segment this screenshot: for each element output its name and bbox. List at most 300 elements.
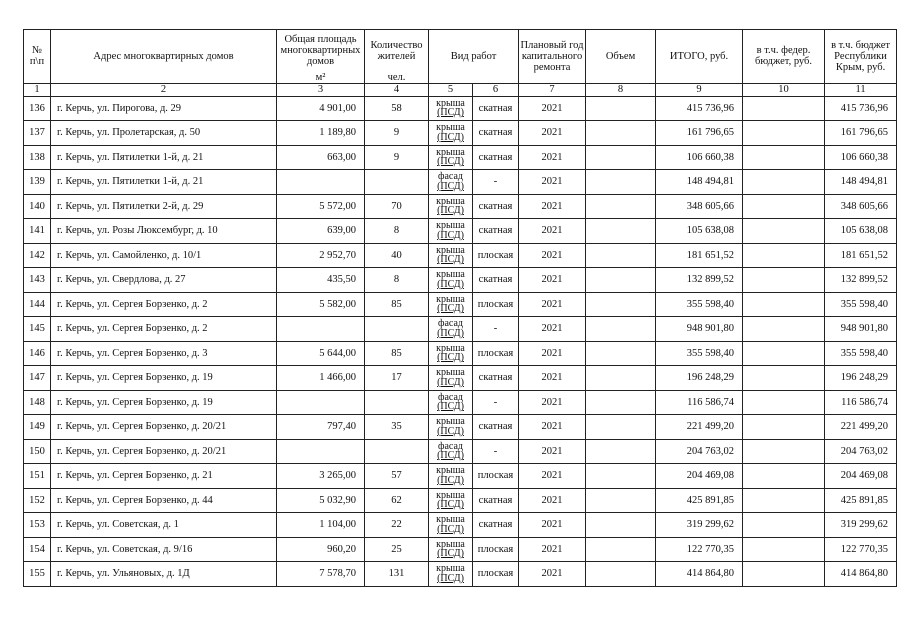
row-address: г. Керчь, ул. Сергея Борзенко, д. 2 bbox=[51, 317, 277, 342]
row-total: 319 299,62 bbox=[656, 513, 743, 538]
header-plan-year: Плановый год капитального ремонта bbox=[519, 30, 586, 84]
row-roof-type: скатная bbox=[473, 488, 519, 513]
row-volume bbox=[586, 219, 656, 244]
row-roof-type: скатная bbox=[473, 513, 519, 538]
row-number: 141 bbox=[24, 219, 51, 244]
row-volume bbox=[586, 562, 656, 587]
row-residents: 70 bbox=[365, 194, 429, 219]
row-regional: 122 770,35 bbox=[825, 537, 897, 562]
row-federal bbox=[743, 194, 825, 219]
row-work-psd: (ПСД) bbox=[437, 180, 464, 192]
row-area: 3 265,00 bbox=[277, 464, 365, 489]
row-number: 153 bbox=[24, 513, 51, 538]
column-number: 3 bbox=[277, 83, 365, 96]
row-work-psd: (ПСД) bbox=[437, 450, 464, 462]
header-regional: в т.ч. бюджет Республики Крым, руб. bbox=[825, 30, 897, 84]
row-federal bbox=[743, 439, 825, 464]
row-total: 161 796,65 bbox=[656, 121, 743, 146]
row-volume bbox=[586, 145, 656, 170]
table-row bbox=[24, 194, 897, 219]
row-roof-type: скатная bbox=[473, 268, 519, 293]
row-total: 122 770,35 bbox=[656, 537, 743, 562]
row-residents: 9 bbox=[365, 145, 429, 170]
row-volume bbox=[586, 341, 656, 366]
row-regional: 204 763,02 bbox=[825, 439, 897, 464]
row-area bbox=[277, 170, 365, 195]
row-work-name: крыша bbox=[436, 122, 465, 134]
row-federal bbox=[743, 415, 825, 440]
row-work-type bbox=[429, 439, 473, 464]
row-plan-year: 2021 bbox=[519, 243, 586, 268]
row-regional: 106 660,38 bbox=[825, 145, 897, 170]
row-total: 414 864,80 bbox=[656, 562, 743, 587]
table-row bbox=[24, 513, 897, 538]
row-plan-year: 2021 bbox=[519, 96, 586, 121]
row-number: 150 bbox=[24, 439, 51, 464]
row-work-type bbox=[429, 219, 473, 244]
row-residents: 85 bbox=[365, 292, 429, 317]
row-roof-type: плоская bbox=[473, 243, 519, 268]
row-number: 138 bbox=[24, 145, 51, 170]
row-plan-year: 2021 bbox=[519, 537, 586, 562]
row-plan-year: 2021 bbox=[519, 292, 586, 317]
table-body bbox=[24, 96, 897, 586]
row-number: 139 bbox=[24, 170, 51, 195]
row-volume bbox=[586, 366, 656, 391]
row-roof-type: скатная bbox=[473, 219, 519, 244]
row-area: 797,40 bbox=[277, 415, 365, 440]
row-work-name: крыша bbox=[436, 342, 465, 354]
row-area: 663,00 bbox=[277, 145, 365, 170]
row-work-name: крыша bbox=[436, 367, 465, 379]
row-address: г. Керчь, ул. Пролетарская, д. 50 bbox=[51, 121, 277, 146]
row-plan-year: 2021 bbox=[519, 439, 586, 464]
row-work-psd: (ПСД) bbox=[437, 229, 464, 241]
row-work-name: фасад bbox=[437, 391, 463, 403]
row-work-psd: (ПСД) bbox=[437, 401, 464, 413]
row-plan-year: 2021 bbox=[519, 390, 586, 415]
row-work-name: крыша bbox=[436, 269, 465, 281]
row-work-name: крыша bbox=[436, 514, 465, 526]
row-work-type bbox=[429, 562, 473, 587]
row-roof-type: - bbox=[473, 170, 519, 195]
row-address: г. Керчь, ул. Сергея Борзенко, д. 44 bbox=[51, 488, 277, 513]
row-residents: 8 bbox=[365, 268, 429, 293]
row-volume bbox=[586, 439, 656, 464]
row-work-psd: (ПСД) bbox=[437, 474, 464, 486]
row-regional: 148 494,81 bbox=[825, 170, 897, 195]
row-number: 142 bbox=[24, 243, 51, 268]
column-number: 7 bbox=[519, 83, 586, 96]
row-address: г. Керчь, ул. Пятилетки 1-й, д. 21 bbox=[51, 145, 277, 170]
table-row bbox=[24, 415, 897, 440]
table-row bbox=[24, 464, 897, 489]
row-total: 348 605,66 bbox=[656, 194, 743, 219]
row-work-name: фасад bbox=[437, 171, 463, 183]
row-work-name: крыша bbox=[436, 538, 465, 550]
row-work-psd: (ПСД) bbox=[437, 425, 464, 437]
table-row bbox=[24, 341, 897, 366]
row-federal bbox=[743, 317, 825, 342]
row-federal bbox=[743, 121, 825, 146]
row-regional: 414 864,80 bbox=[825, 562, 897, 587]
row-volume bbox=[586, 292, 656, 317]
row-number: 144 bbox=[24, 292, 51, 317]
row-residents: 40 bbox=[365, 243, 429, 268]
row-plan-year: 2021 bbox=[519, 366, 586, 391]
row-volume bbox=[586, 537, 656, 562]
row-volume bbox=[586, 390, 656, 415]
row-area: 7 578,70 bbox=[277, 562, 365, 587]
header-area-unit: м² bbox=[277, 72, 365, 84]
row-work-name: крыша bbox=[436, 293, 465, 305]
row-total: 196 248,29 bbox=[656, 366, 743, 391]
row-area: 639,00 bbox=[277, 219, 365, 244]
row-work-psd: (ПСД) bbox=[437, 352, 464, 364]
row-address: г. Керчь, ул. Свердлова, д. 27 bbox=[51, 268, 277, 293]
column-number: 9 bbox=[656, 83, 743, 96]
row-address: г. Керчь, ул. Советская, д. 9/16 bbox=[51, 537, 277, 562]
row-residents: 131 bbox=[365, 562, 429, 587]
row-plan-year: 2021 bbox=[519, 415, 586, 440]
row-plan-year: 2021 bbox=[519, 464, 586, 489]
row-number: 137 bbox=[24, 121, 51, 146]
row-work-name: крыша bbox=[436, 563, 465, 575]
row-roof-type: - bbox=[473, 390, 519, 415]
row-plan-year: 2021 bbox=[519, 121, 586, 146]
row-total: 221 499,20 bbox=[656, 415, 743, 440]
row-regional: 204 469,08 bbox=[825, 464, 897, 489]
row-area: 1 104,00 bbox=[277, 513, 365, 538]
row-work-type bbox=[429, 464, 473, 489]
header-work-type: Вид работ bbox=[429, 30, 519, 84]
row-address: г. Керчь, ул. Самойленко, д. 10/1 bbox=[51, 243, 277, 268]
row-address: г. Керчь, ул. Сергея Борзенко, д. 20/21 bbox=[51, 439, 277, 464]
table-row bbox=[24, 145, 897, 170]
table-row bbox=[24, 243, 897, 268]
row-work-name: крыша bbox=[436, 146, 465, 158]
row-total: 106 660,38 bbox=[656, 145, 743, 170]
row-federal bbox=[743, 464, 825, 489]
row-address: г. Керчь, ул. Пятилетки 2-й, д. 29 bbox=[51, 194, 277, 219]
row-roof-type: скатная bbox=[473, 194, 519, 219]
row-residents bbox=[365, 439, 429, 464]
row-regional: 116 586,74 bbox=[825, 390, 897, 415]
row-volume bbox=[586, 96, 656, 121]
row-residents bbox=[365, 390, 429, 415]
row-address: г. Керчь, ул. Сергея Борзенко, д. 20/21 bbox=[51, 415, 277, 440]
header-residents-unit: чел. bbox=[365, 72, 429, 84]
row-address: г. Керчь, ул. Сергея Борзенко, д. 2 bbox=[51, 292, 277, 317]
table-row bbox=[24, 96, 897, 121]
row-federal bbox=[743, 562, 825, 587]
row-federal bbox=[743, 96, 825, 121]
header-address: Адрес многоквартирных домов bbox=[51, 30, 277, 84]
row-roof-type: плоская bbox=[473, 537, 519, 562]
row-area: 435,50 bbox=[277, 268, 365, 293]
row-federal bbox=[743, 292, 825, 317]
row-work-name: крыша bbox=[436, 416, 465, 428]
table-row bbox=[24, 562, 897, 587]
row-work-type bbox=[429, 366, 473, 391]
column-number: 2 bbox=[51, 83, 277, 96]
row-number: 154 bbox=[24, 537, 51, 562]
row-roof-type: плоская bbox=[473, 341, 519, 366]
table-row bbox=[24, 366, 897, 391]
row-roof-type: плоская bbox=[473, 464, 519, 489]
column-number: 1 bbox=[24, 83, 51, 96]
row-number: 152 bbox=[24, 488, 51, 513]
row-volume bbox=[586, 121, 656, 146]
row-volume bbox=[586, 317, 656, 342]
row-volume bbox=[586, 243, 656, 268]
row-plan-year: 2021 bbox=[519, 488, 586, 513]
table-row bbox=[24, 121, 897, 146]
row-federal bbox=[743, 145, 825, 170]
row-regional: 355 598,40 bbox=[825, 292, 897, 317]
table-row bbox=[24, 390, 897, 415]
column-number-row bbox=[24, 83, 897, 96]
row-residents: 35 bbox=[365, 415, 429, 440]
row-federal bbox=[743, 488, 825, 513]
row-regional: 348 605,66 bbox=[825, 194, 897, 219]
row-regional: 132 899,52 bbox=[825, 268, 897, 293]
row-regional: 181 651,52 bbox=[825, 243, 897, 268]
row-roof-type: скатная bbox=[473, 96, 519, 121]
row-volume bbox=[586, 170, 656, 195]
row-volume bbox=[586, 268, 656, 293]
row-regional: 221 499,20 bbox=[825, 415, 897, 440]
row-federal bbox=[743, 341, 825, 366]
row-federal bbox=[743, 268, 825, 293]
repair-plan-table bbox=[23, 29, 897, 587]
row-area: 2 952,70 bbox=[277, 243, 365, 268]
row-plan-year: 2021 bbox=[519, 268, 586, 293]
row-area: 5 032,90 bbox=[277, 488, 365, 513]
row-total: 204 469,08 bbox=[656, 464, 743, 489]
row-work-name: крыша bbox=[436, 220, 465, 232]
row-area: 1 189,80 bbox=[277, 121, 365, 146]
row-roof-type: скатная bbox=[473, 415, 519, 440]
row-number: 149 bbox=[24, 415, 51, 440]
row-plan-year: 2021 bbox=[519, 317, 586, 342]
table-row bbox=[24, 439, 897, 464]
row-work-name: крыша bbox=[436, 465, 465, 477]
row-plan-year: 2021 bbox=[519, 513, 586, 538]
row-regional: 161 796,65 bbox=[825, 121, 897, 146]
row-number: 143 bbox=[24, 268, 51, 293]
table-row bbox=[24, 317, 897, 342]
row-work-name: крыша bbox=[436, 244, 465, 256]
row-residents: 62 bbox=[365, 488, 429, 513]
row-volume bbox=[586, 194, 656, 219]
table-row bbox=[24, 268, 897, 293]
table-row bbox=[24, 537, 897, 562]
row-work-psd: (ПСД) bbox=[437, 327, 464, 339]
row-federal bbox=[743, 390, 825, 415]
row-residents: 17 bbox=[365, 366, 429, 391]
row-work-psd: (ПСД) bbox=[437, 499, 464, 511]
row-federal bbox=[743, 219, 825, 244]
row-area bbox=[277, 439, 365, 464]
row-number: 155 bbox=[24, 562, 51, 587]
row-total: 425 891,85 bbox=[656, 488, 743, 513]
row-work-type bbox=[429, 488, 473, 513]
row-residents: 85 bbox=[365, 341, 429, 366]
row-work-psd: (ПСД) bbox=[437, 254, 464, 266]
row-number: 148 bbox=[24, 390, 51, 415]
row-area: 5 582,00 bbox=[277, 292, 365, 317]
row-work-type bbox=[429, 513, 473, 538]
column-number: 8 bbox=[586, 83, 656, 96]
row-address: г. Керчь, ул. Пирогова, д. 29 bbox=[51, 96, 277, 121]
row-work-type bbox=[429, 268, 473, 293]
row-work-type bbox=[429, 415, 473, 440]
row-address: г. Керчь, ул. Ульяновых, д. 1Д bbox=[51, 562, 277, 587]
row-work-type bbox=[429, 243, 473, 268]
column-number: 5 bbox=[429, 83, 473, 96]
row-work-name: крыша bbox=[436, 489, 465, 501]
column-number: 6 bbox=[473, 83, 519, 96]
row-work-psd: (ПСД) bbox=[437, 572, 464, 584]
table-row bbox=[24, 170, 897, 195]
row-federal bbox=[743, 243, 825, 268]
row-federal bbox=[743, 537, 825, 562]
row-residents: 58 bbox=[365, 96, 429, 121]
row-area: 5 644,00 bbox=[277, 341, 365, 366]
row-total: 181 651,52 bbox=[656, 243, 743, 268]
row-number: 146 bbox=[24, 341, 51, 366]
row-roof-type: - bbox=[473, 439, 519, 464]
row-roof-type: - bbox=[473, 317, 519, 342]
row-regional: 948 901,80 bbox=[825, 317, 897, 342]
row-roof-type: скатная bbox=[473, 145, 519, 170]
row-address: г. Керчь, ул. Советская, д. 1 bbox=[51, 513, 277, 538]
header-total: ИТОГО, руб. bbox=[656, 30, 743, 84]
row-federal bbox=[743, 170, 825, 195]
row-federal bbox=[743, 513, 825, 538]
row-residents bbox=[365, 317, 429, 342]
row-residents: 22 bbox=[365, 513, 429, 538]
row-work-name: фасад bbox=[437, 440, 463, 452]
row-total: 355 598,40 bbox=[656, 341, 743, 366]
row-number: 151 bbox=[24, 464, 51, 489]
row-residents: 8 bbox=[365, 219, 429, 244]
row-total: 415 736,96 bbox=[656, 96, 743, 121]
header-num: № п\п bbox=[24, 30, 51, 84]
row-total: 204 763,02 bbox=[656, 439, 743, 464]
table-row bbox=[24, 488, 897, 513]
header-volume: Объем bbox=[586, 30, 656, 84]
row-roof-type: плоская bbox=[473, 562, 519, 587]
row-work-name: фасад bbox=[437, 318, 463, 330]
row-area: 1 466,00 bbox=[277, 366, 365, 391]
row-regional: 425 891,85 bbox=[825, 488, 897, 513]
row-regional: 105 638,08 bbox=[825, 219, 897, 244]
row-work-psd: (ПСД) bbox=[437, 376, 464, 388]
row-work-psd: (ПСД) bbox=[437, 156, 464, 168]
row-plan-year: 2021 bbox=[519, 219, 586, 244]
row-residents: 9 bbox=[365, 121, 429, 146]
row-regional: 196 248,29 bbox=[825, 366, 897, 391]
row-plan-year: 2021 bbox=[519, 170, 586, 195]
row-regional: 319 299,62 bbox=[825, 513, 897, 538]
row-work-type bbox=[429, 145, 473, 170]
row-work-psd: (ПСД) bbox=[437, 205, 464, 217]
row-total: 355 598,40 bbox=[656, 292, 743, 317]
row-address: г. Керчь, ул. Розы Люксембург, д. 10 bbox=[51, 219, 277, 244]
row-number: 140 bbox=[24, 194, 51, 219]
header-residents: Количество жителей bbox=[365, 30, 429, 72]
row-plan-year: 2021 bbox=[519, 194, 586, 219]
row-work-psd: (ПСД) bbox=[437, 131, 464, 143]
row-plan-year: 2021 bbox=[519, 341, 586, 366]
row-area bbox=[277, 390, 365, 415]
row-total: 105 638,08 bbox=[656, 219, 743, 244]
row-work-type bbox=[429, 170, 473, 195]
row-residents: 25 bbox=[365, 537, 429, 562]
row-work-type bbox=[429, 537, 473, 562]
row-volume bbox=[586, 464, 656, 489]
row-area: 4 901,00 bbox=[277, 96, 365, 121]
column-number: 11 bbox=[825, 83, 897, 96]
row-roof-type: скатная bbox=[473, 121, 519, 146]
row-plan-year: 2021 bbox=[519, 562, 586, 587]
header-area: Общая площадь многоквартирных домов bbox=[277, 30, 365, 72]
row-volume bbox=[586, 513, 656, 538]
row-volume bbox=[586, 415, 656, 440]
table-row bbox=[24, 292, 897, 317]
row-residents bbox=[365, 170, 429, 195]
row-number: 145 bbox=[24, 317, 51, 342]
row-work-type bbox=[429, 292, 473, 317]
row-address: г. Керчь, ул. Сергея Борзенко, д. 21 bbox=[51, 464, 277, 489]
header-row bbox=[24, 30, 897, 72]
row-work-psd: (ПСД) bbox=[437, 278, 464, 290]
row-area: 960,20 bbox=[277, 537, 365, 562]
row-work-type bbox=[429, 121, 473, 146]
row-total: 116 586,74 bbox=[656, 390, 743, 415]
row-work-type bbox=[429, 96, 473, 121]
row-area bbox=[277, 317, 365, 342]
row-work-type bbox=[429, 194, 473, 219]
row-total: 148 494,81 bbox=[656, 170, 743, 195]
column-number: 10 bbox=[743, 83, 825, 96]
row-work-type bbox=[429, 341, 473, 366]
row-plan-year: 2021 bbox=[519, 145, 586, 170]
row-work-psd: (ПСД) bbox=[437, 523, 464, 535]
row-address: г. Керчь, ул. Сергея Борзенко, д. 19 bbox=[51, 390, 277, 415]
row-address: г. Керчь, ул. Сергея Борзенко, д. 3 bbox=[51, 341, 277, 366]
header-federal: в т.ч. федер. бюджет, руб. bbox=[743, 30, 825, 84]
row-work-type bbox=[429, 317, 473, 342]
row-total: 132 899,52 bbox=[656, 268, 743, 293]
table-row bbox=[24, 219, 897, 244]
column-number: 4 bbox=[365, 83, 429, 96]
row-work-name: крыша bbox=[436, 97, 465, 109]
row-work-psd: (ПСД) bbox=[437, 107, 464, 119]
row-total: 948 901,80 bbox=[656, 317, 743, 342]
row-roof-type: скатная bbox=[473, 366, 519, 391]
row-work-psd: (ПСД) bbox=[437, 303, 464, 315]
row-regional: 415 736,96 bbox=[825, 96, 897, 121]
row-work-name: крыша bbox=[436, 195, 465, 207]
row-area: 5 572,00 bbox=[277, 194, 365, 219]
row-federal bbox=[743, 366, 825, 391]
row-address: г. Керчь, ул. Сергея Борзенко, д. 19 bbox=[51, 366, 277, 391]
row-number: 147 bbox=[24, 366, 51, 391]
row-work-type bbox=[429, 390, 473, 415]
